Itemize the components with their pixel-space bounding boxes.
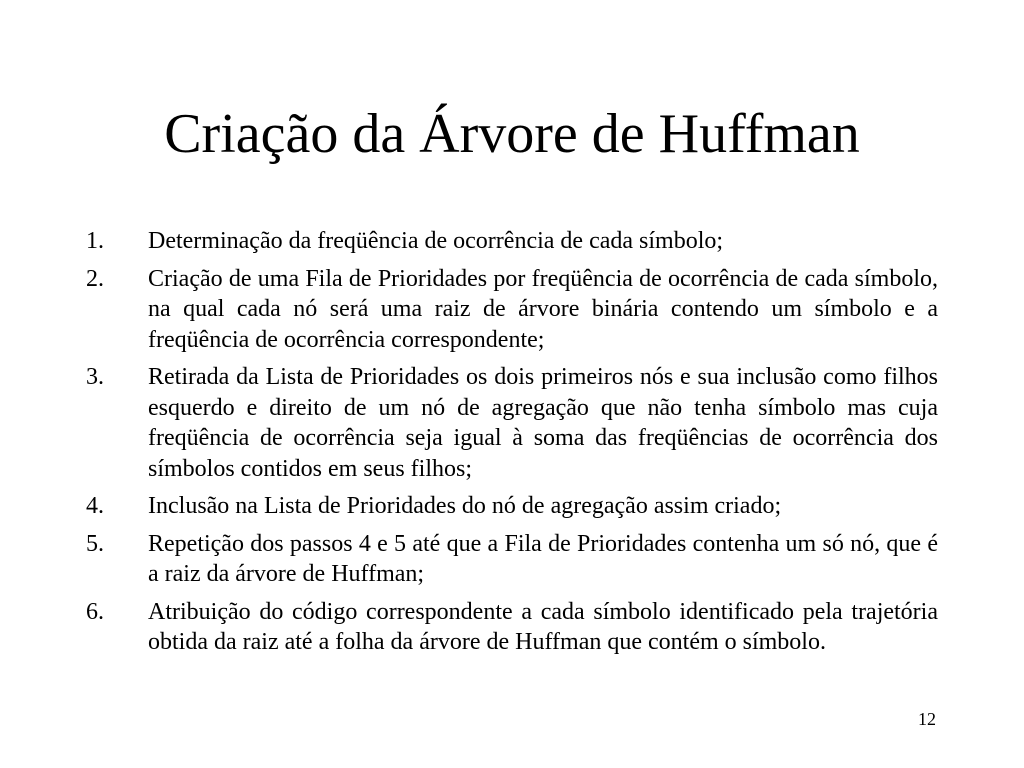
step-number: 5. [86, 530, 104, 557]
step-item-3 [86, 362, 938, 484]
step-text: Determinação da freqüência de ocorrência de cada símbolo; [148, 228, 724, 254]
step-number: 4. [86, 493, 104, 519]
step-number: 2. [86, 265, 104, 292]
steps-list [86, 226, 938, 665]
step-number: 3. [86, 364, 104, 390]
step-text: Inclusão na Lista de Prioridades do nó de agregação assim criado; [148, 493, 782, 519]
step-text: Atribuição do código correspondente a cada símbolo identificado pela trajetória obtida da raiz até a folha da árvore de Huffman que contém o símbolo. [148, 598, 938, 655]
slide-title: Criação da Árvore de Huffman [164, 103, 860, 165]
step-item-1 [86, 226, 938, 257]
step-item-2 [86, 264, 938, 356]
step-item-5 [86, 529, 938, 590]
step-item-4 [86, 491, 938, 522]
step-item-6 [86, 597, 938, 658]
step-text: Repetição dos passos 4 e 5 até que a Fila de Prioridades contenha um só nó, que é a raiz da árvore de Huffman; [148, 530, 938, 587]
step-number: 1. [86, 228, 104, 254]
step-text: Criação de uma Fila de Prioridades por freqüência de ocorrência de cada símbolo, na qual cada nó será uma raiz de árvore binária contendo um símbolo e a freqüência de ocorrência correspondente; [148, 265, 938, 353]
page-number: 12 [918, 709, 936, 729]
step-text: Retirada da Lista de Prioridades os dois primeiros nós e sua inclusão como filhos esquerdo e direito de um nó de agregação que não tenha símbolo mas cuja freqüência de ocorrência seja igual à soma das freqüências de ocorrência dos símbolos contidos em seus filhos; [148, 364, 938, 482]
step-number: 6. [86, 598, 104, 625]
